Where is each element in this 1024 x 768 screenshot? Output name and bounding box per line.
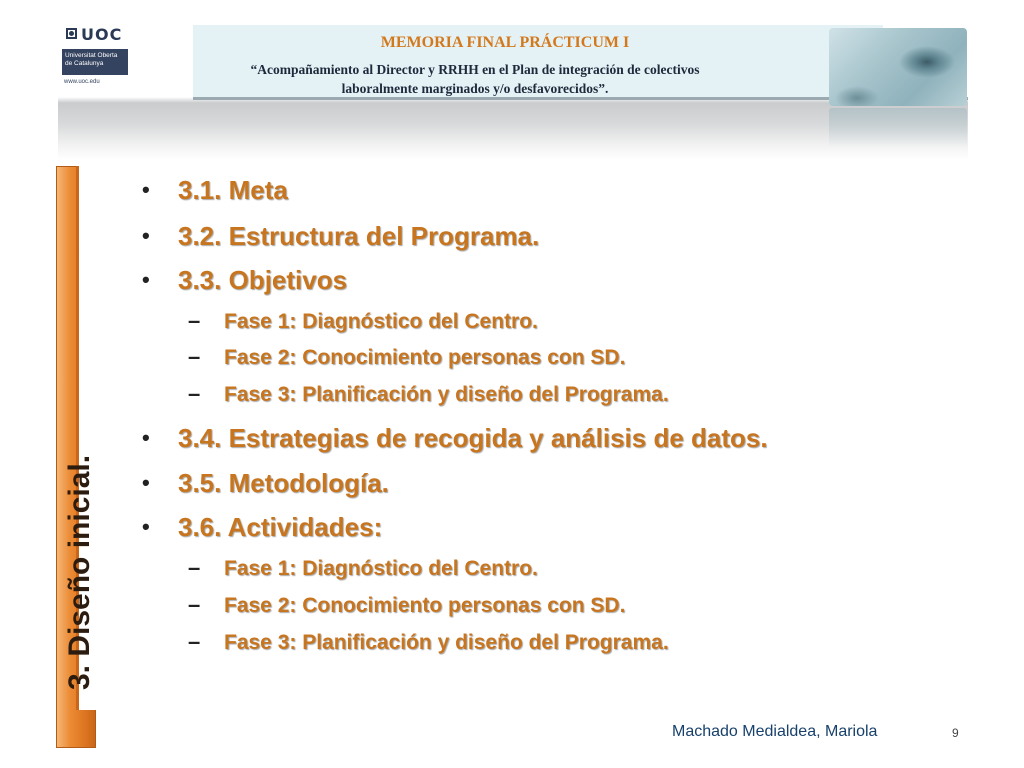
list-subitem — [188, 629, 669, 655]
logo-dot-icon — [69, 31, 74, 36]
header-photo — [829, 28, 967, 106]
list-subitem — [188, 592, 626, 618]
dash-icon: – — [188, 592, 201, 617]
list-subitem-text: Fase 2: Conocimiento personas con SD. — [224, 346, 626, 369]
logo-word: UOC — [81, 25, 123, 44]
dash-icon: – — [188, 381, 201, 406]
list-subitem-text: Fase 2: Conocimiento personas con SD. — [224, 594, 626, 617]
list-item — [142, 512, 383, 543]
subtitle-line-2: laboralmente marginados y/o desfavorecidos”. — [341, 81, 609, 96]
dash-icon: – — [188, 344, 201, 369]
bullet-icon: • — [142, 514, 150, 539]
list-item-text: 3.3. Objetivos — [178, 265, 348, 295]
list-item-text: 3.6. Actividades: — [178, 512, 383, 542]
logo-line2: de Catalunya — [65, 60, 104, 67]
subtitle-line-1: “Acompañamiento al Director y RRHH en el Plan de integración de colectivos — [250, 62, 700, 77]
page-title: MEMORIA FINAL PRÁCTICUM I — [380, 34, 630, 51]
list-subitem-text: Fase 1: Diagnóstico del Centro. — [224, 310, 538, 333]
list-subitem-text: Fase 3: Planificación y diseño del Programa. — [224, 383, 669, 406]
list-item-text: 3.5. Metodología. — [178, 468, 389, 498]
bullet-icon: • — [142, 223, 150, 248]
bullet-icon: • — [142, 425, 150, 450]
bullet-icon: • — [142, 267, 150, 292]
header-photo-reflection — [829, 108, 967, 148]
list-item — [142, 468, 389, 499]
uoc-logo — [60, 25, 130, 95]
list-item — [142, 265, 348, 296]
list-item-text: 3.2. Estructura del Programa. — [178, 221, 540, 251]
bullet-icon: • — [142, 177, 150, 202]
list-subitem-text: Fase 1: Diagnóstico del Centro. — [224, 557, 538, 580]
bullet-icon: • — [142, 470, 150, 495]
list-item — [142, 221, 540, 252]
logo-line1: Universitat Oberta — [65, 52, 118, 59]
logo-url: www.uoc.edu — [64, 79, 100, 85]
list-subitem-text: Fase 3: Planificación y diseño del Programa. — [224, 631, 669, 654]
page-subtitle — [160, 60, 790, 98]
list-subitem — [188, 555, 538, 581]
list-item — [142, 175, 288, 206]
list-item — [142, 423, 768, 454]
dash-icon: – — [188, 308, 201, 333]
list-subitem — [188, 381, 669, 407]
list-subitem — [188, 308, 538, 334]
list-item-text: 3.1. Meta — [178, 175, 288, 205]
logo-top — [62, 25, 128, 45]
list-subitem — [188, 344, 626, 370]
list-item-text: 3.4. Estrategias de recogida y análisis de datos. — [178, 423, 768, 453]
page-number: 9 — [952, 726, 959, 740]
dash-icon: – — [188, 555, 201, 580]
logo-name-block — [62, 49, 128, 75]
section-title-vertical: 3. Diseño inicial. — [63, 454, 96, 690]
footer-author: Machado Medialdea, Mariola — [672, 723, 878, 740]
dash-icon: – — [188, 629, 201, 654]
